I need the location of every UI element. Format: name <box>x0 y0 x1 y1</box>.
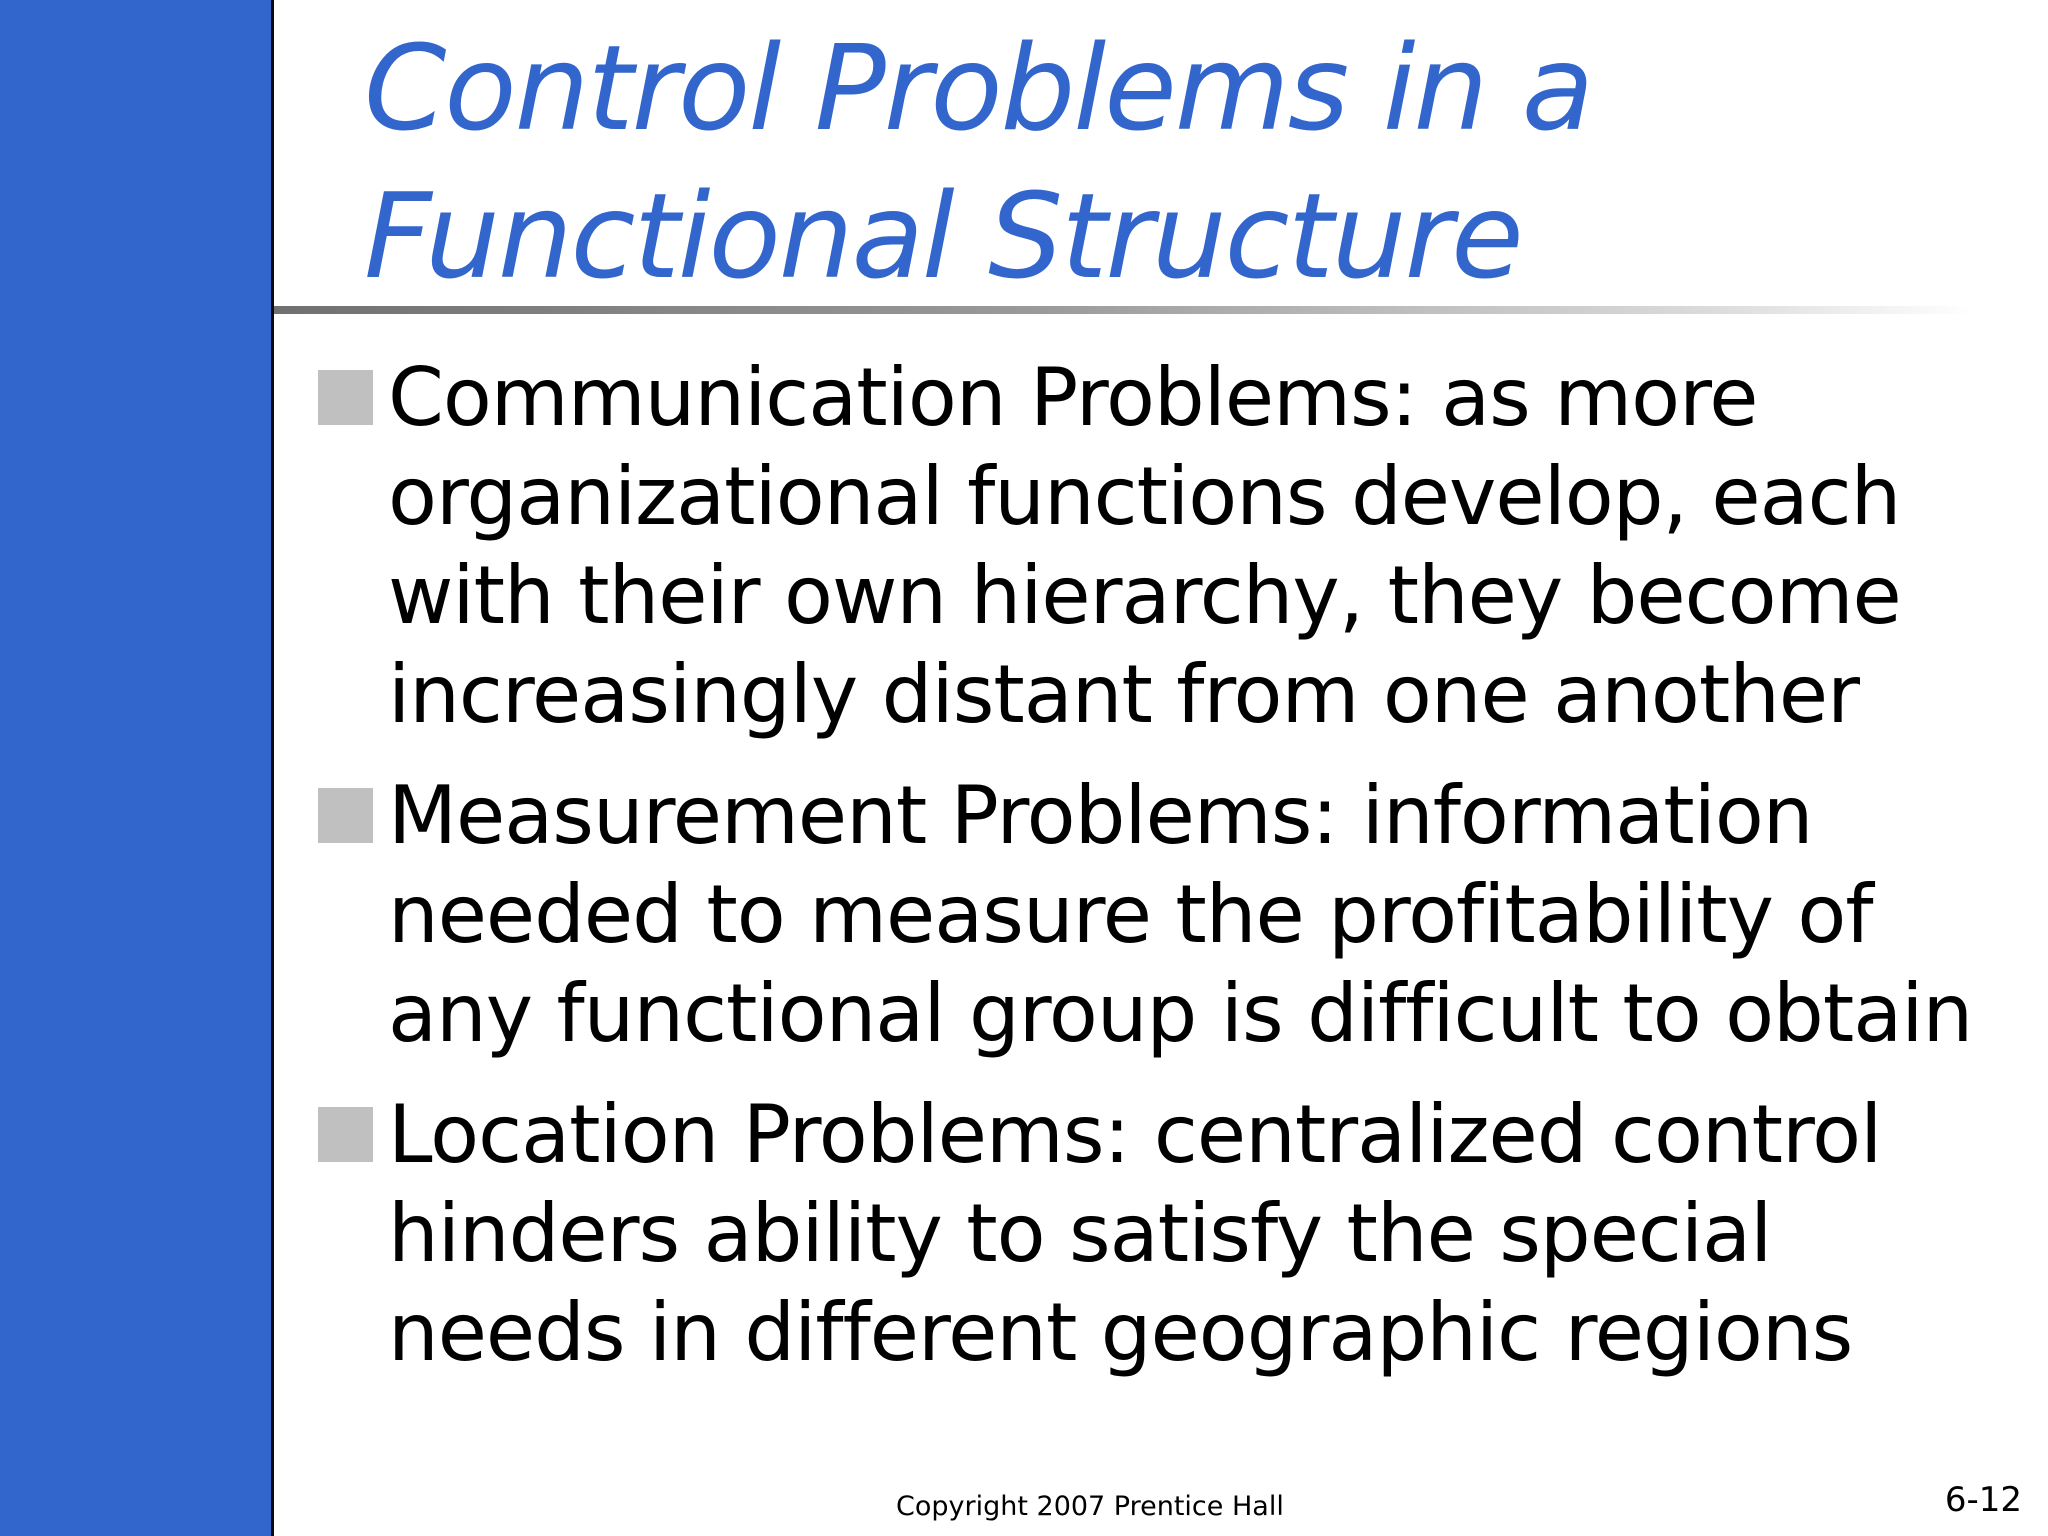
title-line-2: Functional Structure <box>364 167 1522 305</box>
title-divider <box>274 306 1974 314</box>
title-line-1: Control Problems in a <box>364 19 1593 157</box>
bullet-text: Measurement Problems: information needed to measure the profitability of any functional group is difficult to obtain <box>388 769 1973 1060</box>
square-bullet-icon <box>318 1107 373 1162</box>
bullet-item-measurement <box>318 766 2018 1063</box>
bullet-text: Communication Problems: as more organizational functions develop, each with their own hierarchy, they become increasingly distant from one another <box>388 351 1901 741</box>
slide-number: 6-12 <box>1944 1480 2022 1520</box>
bullet-list <box>318 348 2018 1404</box>
slide-title <box>364 14 2004 310</box>
copyright-footer: Copyright 2007 Prentice Hall <box>896 1491 1284 1522</box>
square-bullet-icon <box>318 370 373 425</box>
bullet-item-communication <box>318 348 2018 744</box>
bullet-item-location <box>318 1085 2018 1382</box>
bullet-text: Location Problems: centralized control hinders ability to satisfy the special needs in different geographic regions <box>388 1088 1882 1379</box>
left-accent-bar <box>0 0 274 1536</box>
square-bullet-icon <box>318 788 373 843</box>
